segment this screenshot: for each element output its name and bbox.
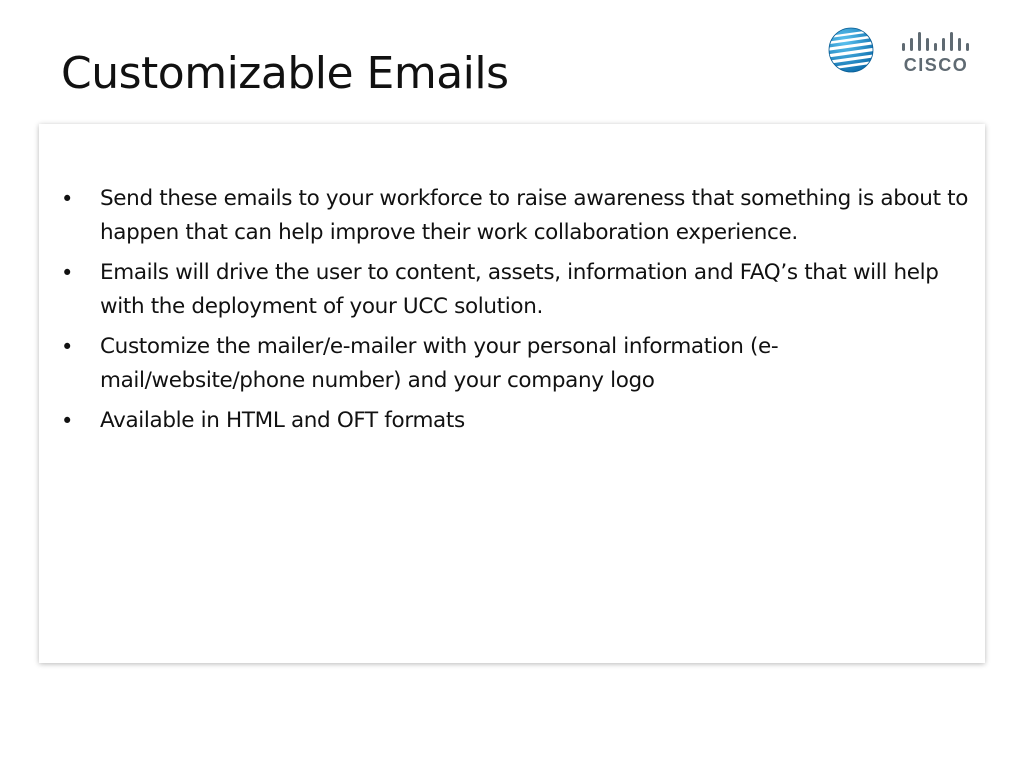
bullet-text: Emails will drive the user to content, assets, information and FAQ’s that will help with the deployment of your UCC solution.	[100, 260, 939, 319]
cisco-wordmark: CISCO	[903, 55, 969, 72]
partner-logos	[826, 24, 986, 76]
bullet-text: Send these emails to your workforce to raise awareness that something is about to happen that can help improve their work collaboration experience.	[100, 186, 969, 245]
att-globe-icon	[826, 26, 876, 74]
bullet-text: Customize the mailer/e-mailer with your personal information (e-mail/website/phone number) and your company logo	[100, 334, 779, 393]
bullet-marker: •	[61, 409, 74, 433]
bullet-marker: •	[61, 187, 74, 211]
content-box	[39, 124, 985, 663]
slide-title: Customizable Emails	[61, 48, 509, 99]
bullet-marker: •	[61, 261, 74, 285]
bullet-list	[61, 182, 981, 444]
bullet-text: Available in HTML and OFT formats	[100, 408, 465, 433]
bullet-item	[61, 256, 981, 324]
bullet-item	[61, 330, 981, 398]
bullet-item	[61, 182, 981, 250]
bullet-marker: •	[61, 335, 74, 359]
cisco-logo-icon	[900, 28, 978, 72]
bullet-item	[61, 404, 981, 438]
